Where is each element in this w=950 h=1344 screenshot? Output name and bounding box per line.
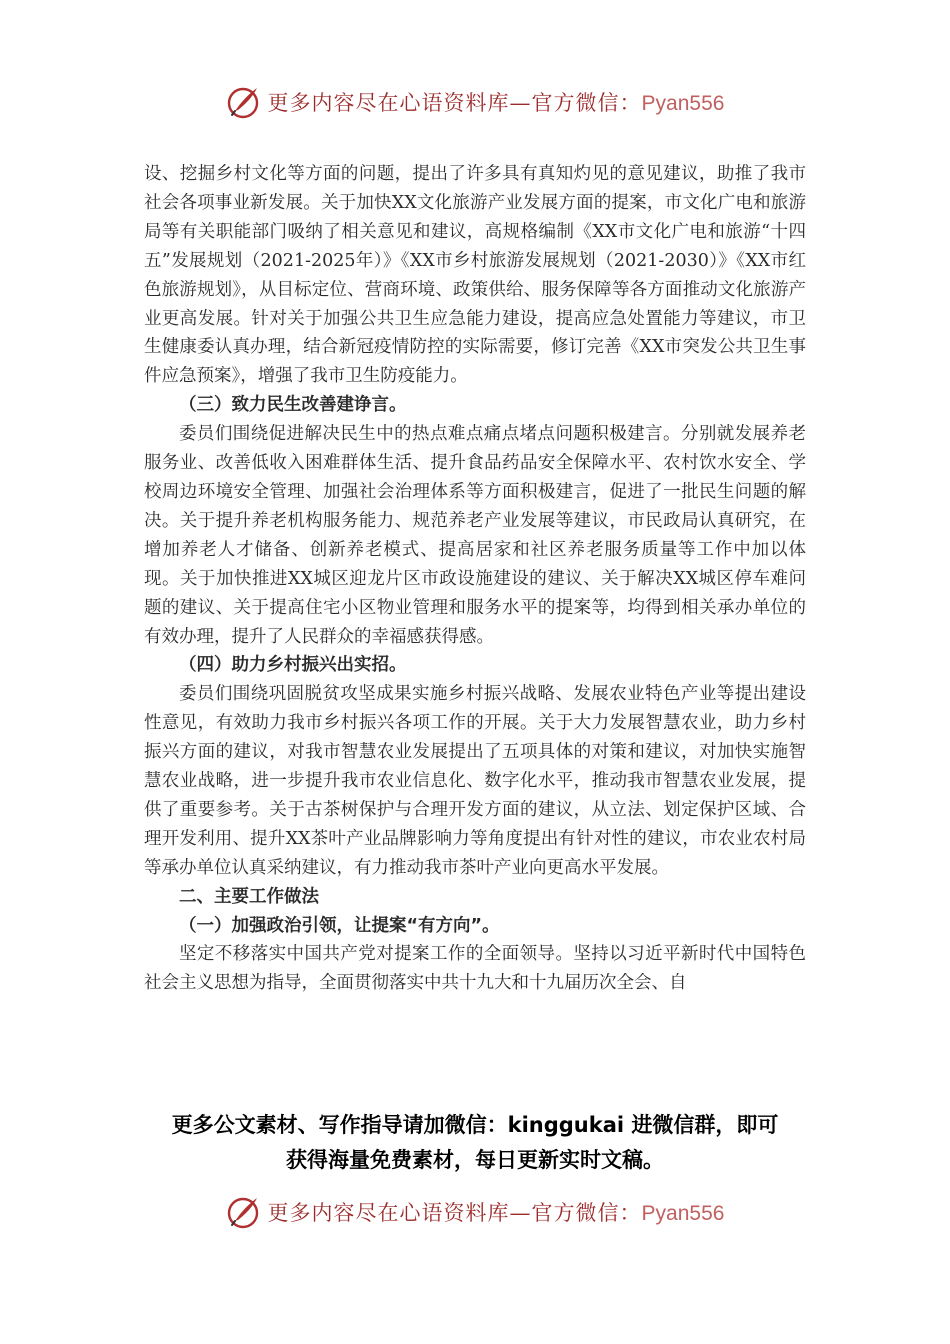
section-heading-3: （三）致力民生改善建诤言。 <box>179 395 407 416</box>
quill-pen-logo-icon <box>226 1194 262 1230</box>
paragraph-2: 委员们围绕促进解决民生中的热点难点痛点堵点问题积极建言。分别就发展养老服务业、改善低收入困难群体生活、提升食品药品安全保障水平、农村饮水安全、学校周边环境安全管理、加强社会治理体系等方面积极建言，促进了一批民生问题的解决。关于提升养老机构服务能力、规范养老产业发展等建议，市民政局认真研究，在增加养老人才储备、创新养老模式、提高居家和社区养老服务质量等工作中加以体现。关于加快推进XX城区迎龙片区市政设施建设的建议、关于解决XX城区停车难问题的建议、关于提高住宅小区物业管理和服务水平的提案等，均得到相关承办单位的有效办理，提升了人民群众的幸福感获得感。 <box>144 424 806 647</box>
banner-label: 更多内容尽在心语资料库—官方微信： <box>267 91 642 115</box>
header-banner <box>0 80 950 124</box>
promo-notice <box>0 1108 950 1178</box>
banner-text <box>268 1197 725 1227</box>
chapter-heading-2: 二、主要工作做法 <box>179 886 319 907</box>
document-body <box>144 160 806 998</box>
quill-pen-logo-icon <box>226 84 262 120</box>
promo-line-1: 更多公文素材、写作指导请加微信：kinggukai 进微信群，即可 <box>171 1113 779 1137</box>
promo-line-2: 获得海量免费素材，每日更新实时文稿。 <box>286 1148 664 1172</box>
paragraph-1: 设、挖掘乡村文化等方面的问题，提出了许多具有真知灼见的意见建议，助推了我市社会各项事业新发展。关于加快XX文化旅游产业发展方面的提案，市文化广电和旅游局等有关职能部门吸纳了相关意见和建议，高规格编制《XX市文化广电和旅游“十四五”发展规划（2021-2025年）》《XX市乡村旅游发展规划（2021-2030）》《XX市红色旅游规划》，从目标定位、营商环境、政策供给、服务保障等各方面推动文化旅游产业更高发展。针对关于加强公共卫生应急能力建设，提高应急处置能力等建议，市卫生健康委认真办理，结合新冠疫情防控的实际需要，修订完善《XX市突发公共卫生事件应急预案》，增强了我市卫生防疫能力。 <box>144 164 806 387</box>
banner-wechat-id: Pyan556 <box>641 1202 725 1225</box>
section-heading-1: （一）加强政治引领，让提案“有方向”。 <box>179 915 500 936</box>
paragraph-4: 坚定不移落实中国共产党对提案工作的全面领导。坚持以习近平新时代中国特色社会主义思想为指导，全面贯彻落实中共十九大和十九届历次全会、自 <box>144 944 806 994</box>
banner-label: 更多内容尽在心语资料库—官方微信： <box>267 1201 642 1225</box>
paragraph-3: 委员们围绕巩固脱贫攻坚成果实施乡村振兴战略、发展农业特色产业等提出建设性意见，有效助力我市乡村振兴各项工作的开展。关于大力发展智慧农业，助力乡村振兴方面的建议，对我市智慧农业发展提出了五项具体的对策和建议，对加快实施智慧农业战略，进一步提升我市农业信息化、数字化水平，推动我市智慧农业发展，提供了重要参考。关于古茶树保护与合理开发方面的建议，从立法、划定保护区域、合理开发利用、提升XX茶叶产业品牌影响力等角度提出有针对性的建议，市农业农村局等承办单位认真采纳建议，有力推动我市茶叶产业向更高水平发展。 <box>144 684 806 878</box>
section-heading-4: （四）助力乡村振兴出实招。 <box>179 655 407 676</box>
banner-wechat-id: Pyan556 <box>641 92 725 115</box>
banner-text <box>268 87 725 117</box>
footer-banner <box>0 1190 950 1234</box>
